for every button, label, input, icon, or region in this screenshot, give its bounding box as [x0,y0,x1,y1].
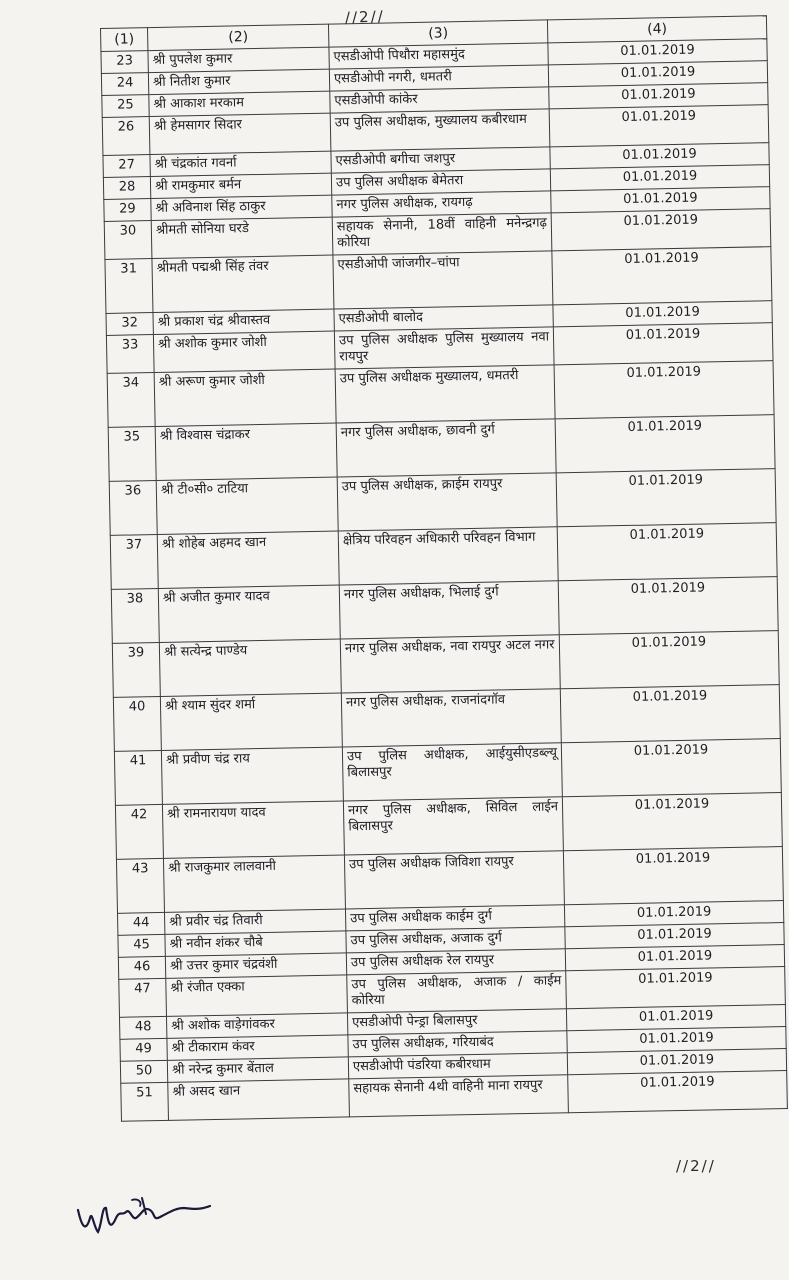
officer-name: श्री नितीश कुमार [148,69,329,94]
row-number: 51 [121,1082,169,1121]
officer-posting: उप पुलिस अधीक्षक पुलिस मुख्यालय नवा रायपुर [334,327,554,369]
row-number: 47 [119,978,167,1017]
row-number: 32 [106,313,153,336]
officer-name: श्री सत्येन्द्र पाण्डेय [159,639,341,696]
officer-posting: उप पुलिस अधीक्षक काईम दुर्ग [345,905,564,931]
officer-name: श्री अशोक वाड़ेगांवकर [166,1013,347,1038]
row-number: 29 [104,199,151,222]
officer-posting: उप पुलिस अधीक्षक मुख्यालय, धमतरी [335,365,555,423]
effective-date: 01.01.2019 [558,577,778,635]
effective-date: 01.01.2019 [566,1005,785,1031]
header-col-1: (1) [101,28,148,52]
page-number-bottom: //2// [676,1157,716,1175]
effective-date: 01.01.2019 [566,967,786,1009]
officer-name: श्री टी०सी० टाटिया [156,477,338,534]
officer-name: श्रीमती सोनिया घरडे [151,217,333,258]
officer-posting: उप पुलिस अधीक्षक, मुख्यालय कबीरधाम [330,109,550,151]
row-number: 39 [112,642,160,697]
table-body [101,39,787,1122]
row-number: 37 [110,534,158,589]
officer-posting: नगर पुलिस अधीक्षक, छावनी दुर्ग [336,419,556,477]
officer-posting: उप पुलिस अधीक्षक जिविशा रायपुर [344,851,564,909]
row-number: 26 [102,117,150,156]
effective-date: 01.01.2019 [565,923,784,949]
row-number: 40 [113,696,161,751]
officer-name: श्रीमती पद्मश्री सिंह तंवर [152,255,334,312]
handwritten-signature [72,1188,222,1248]
officer-posting: नगर पुलिस अधीक्षक, सिविल लाईन बिलासपुर [343,797,563,855]
officer-posting: उप पुलिस अधीक्षक, गरियाबंद [348,1031,567,1057]
officer-name: श्री प्रकाश चंद्र श्रीवास्तव [153,309,334,334]
row-number: 31 [105,259,153,314]
row-number: 25 [102,95,149,118]
document-sheet [100,16,751,1122]
effective-date: 01.01.2019 [548,61,767,87]
effective-date: 01.01.2019 [562,793,782,851]
effective-date: 01.01.2019 [548,39,767,65]
row-number: 48 [119,1016,166,1039]
row-number: 46 [118,956,165,979]
officer-posting: उप पुलिस अधीक्षक, आईयुसीएडब्ल्यू बिलासपुर [342,743,562,801]
officer-name: श्री रामकुमार बर्मन [150,173,331,198]
row-number: 36 [109,481,157,536]
effective-date: 01.01.2019 [568,1071,788,1113]
officer-posting: एसडीओपी पंडरिया कबीरधाम [348,1053,567,1079]
effective-date: 01.01.2019 [555,415,775,473]
row-number: 24 [101,73,148,96]
officer-posting: क्षेत्रिय परिवहन अधिकारी परिवहन विभाग [338,527,558,585]
effective-date: 01.01.2019 [551,209,771,251]
row-number: 38 [111,588,159,643]
officer-name: श्री शोहेब अहमद खान [157,531,339,588]
officer-name: श्री विश्वास चंद्राकर [155,423,337,480]
officer-posting: नगर पुलिस अधीक्षक, नवा रायपुर अटल नगर [340,635,560,693]
effective-date: 01.01.2019 [560,685,780,743]
row-number: 23 [101,51,148,74]
effective-date: 01.01.2019 [564,901,783,927]
effective-date: 01.01.2019 [559,631,779,689]
officer-posting: उप पुलिस अधीक्षक, क्राईम रायपुर [337,473,557,531]
officer-name: श्री प्रवीण चंद्र राय [161,747,343,804]
row-number: 41 [114,750,162,805]
officer-posting: एसडीओपी पिथौरा महासमुंद [329,43,548,69]
officer-posting: एसडीओपी नगरी, धमतरी [329,65,548,91]
effective-date: 01.01.2019 [553,323,773,365]
officer-posting: उप पुलिस अधीक्षक, अजाक दुर्ग [346,927,565,953]
effective-date: 01.01.2019 [551,187,770,213]
officer-posting: सहायक सेनानी 4थी वाहिनी माना रायपुर [349,1075,569,1117]
officer-name: श्री उत्तर कुमार चंद्रवंशी [165,953,346,978]
officer-posting: उप पुलिस अधीक्षक, अजाक / काईम कोरिया [347,971,567,1013]
officer-name: श्री आकाश मरकाम [149,91,330,116]
officer-name: श्री अविनाश सिंह ठाकुर [151,195,332,220]
officer-posting: सहायक सेनानी, 18वीं वाहिनी मनेन्द्रगढ़ कोरिया [332,213,552,255]
officer-posting: एसडीओपी कांकेर [330,87,549,113]
row-number: 35 [108,427,156,482]
effective-date: 01.01.2019 [553,301,772,327]
row-number: 42 [115,804,163,859]
row-number: 49 [120,1038,167,1061]
row-number: 28 [103,177,150,200]
officer-name: श्री अशोक कुमार जोशी [153,331,335,372]
effective-date: 01.01.2019 [561,739,781,797]
officer-name: श्री रामनारायण यादव [162,801,344,858]
row-number: 33 [106,335,154,374]
effective-date: 01.01.2019 [557,523,777,581]
officer-posting: नगर पुलिस अधीक्षक, राजनांदगॉव [341,689,561,747]
officer-name: श्री अरूण कुमार जोशी [154,369,336,426]
effective-date: 01.01.2019 [565,945,784,971]
effective-date: 01.01.2019 [550,165,769,191]
officer-name: श्री असद खान [168,1079,350,1120]
effective-date: 01.01.2019 [556,469,776,527]
row-number: 27 [103,155,150,178]
row-number: 30 [104,221,152,260]
effective-date: 01.01.2019 [554,361,774,419]
row-number: 50 [120,1060,167,1083]
officer-name: श्री रंजीत एक्का [166,975,348,1016]
officer-name: श्री श्याम सुंदर शर्मा [160,693,342,750]
officer-name: श्री प्रवीर चंद्र तिवारी [164,909,345,934]
officer-posting: एसडीओपी जांजगीर–चांपा [333,251,553,309]
row-number: 45 [118,934,165,957]
officer-posting: एसडीओपी बगीचा जशपुर [331,147,550,173]
officer-posting: एसडीओपी बालोद [334,305,553,331]
effective-date: 01.01.2019 [549,83,768,109]
officer-name: श्री पुपलेश कुमार [148,47,329,72]
effective-date: 01.01.2019 [552,247,772,305]
officer-posting: उप पुलिस अधीक्षक रेल रायपुर [346,949,565,975]
header-col-3: (3) [328,20,547,47]
officer-table [100,15,788,1122]
officer-name: श्री राजकुमार लालवानी [163,855,345,912]
officer-posting: नगर पुलिस अधीक्षक, भिलाई दुर्ग [339,581,559,639]
officer-name: श्री हेमसागर सिदार [149,113,331,154]
officer-name: श्री नरेन्द्र कुमार बेंताल [167,1057,348,1082]
officer-name: श्री अजीत कुमार यादव [158,585,340,642]
page-number-top: //2// [344,7,386,27]
officer-name: श्री चंद्रकांत गवर्ना [150,151,331,176]
effective-date: 01.01.2019 [567,1049,786,1075]
effective-date: 01.01.2019 [567,1027,786,1053]
officer-posting: एसडीओपी पेन्ड्रा बिलासपुर [347,1009,566,1035]
row-number: 44 [117,912,164,935]
row-number: 34 [107,373,155,428]
effective-date: 01.01.2019 [563,847,783,905]
officer-posting: नगर पुलिस अधीक्षक, रायगढ़ [332,191,551,217]
row-number: 43 [116,858,164,913]
officer-name: श्री टीकाराम कंवर [167,1035,348,1060]
effective-date: 01.01.2019 [549,105,769,147]
officer-posting: उप पुलिस अधीक्षक बेमेतरा [331,169,550,195]
header-col-2: (2) [148,24,329,50]
effective-date: 01.01.2019 [550,143,769,169]
officer-name: श्री नवीन शंकर चौबे [165,931,346,956]
header-col-4: (4) [547,16,766,43]
